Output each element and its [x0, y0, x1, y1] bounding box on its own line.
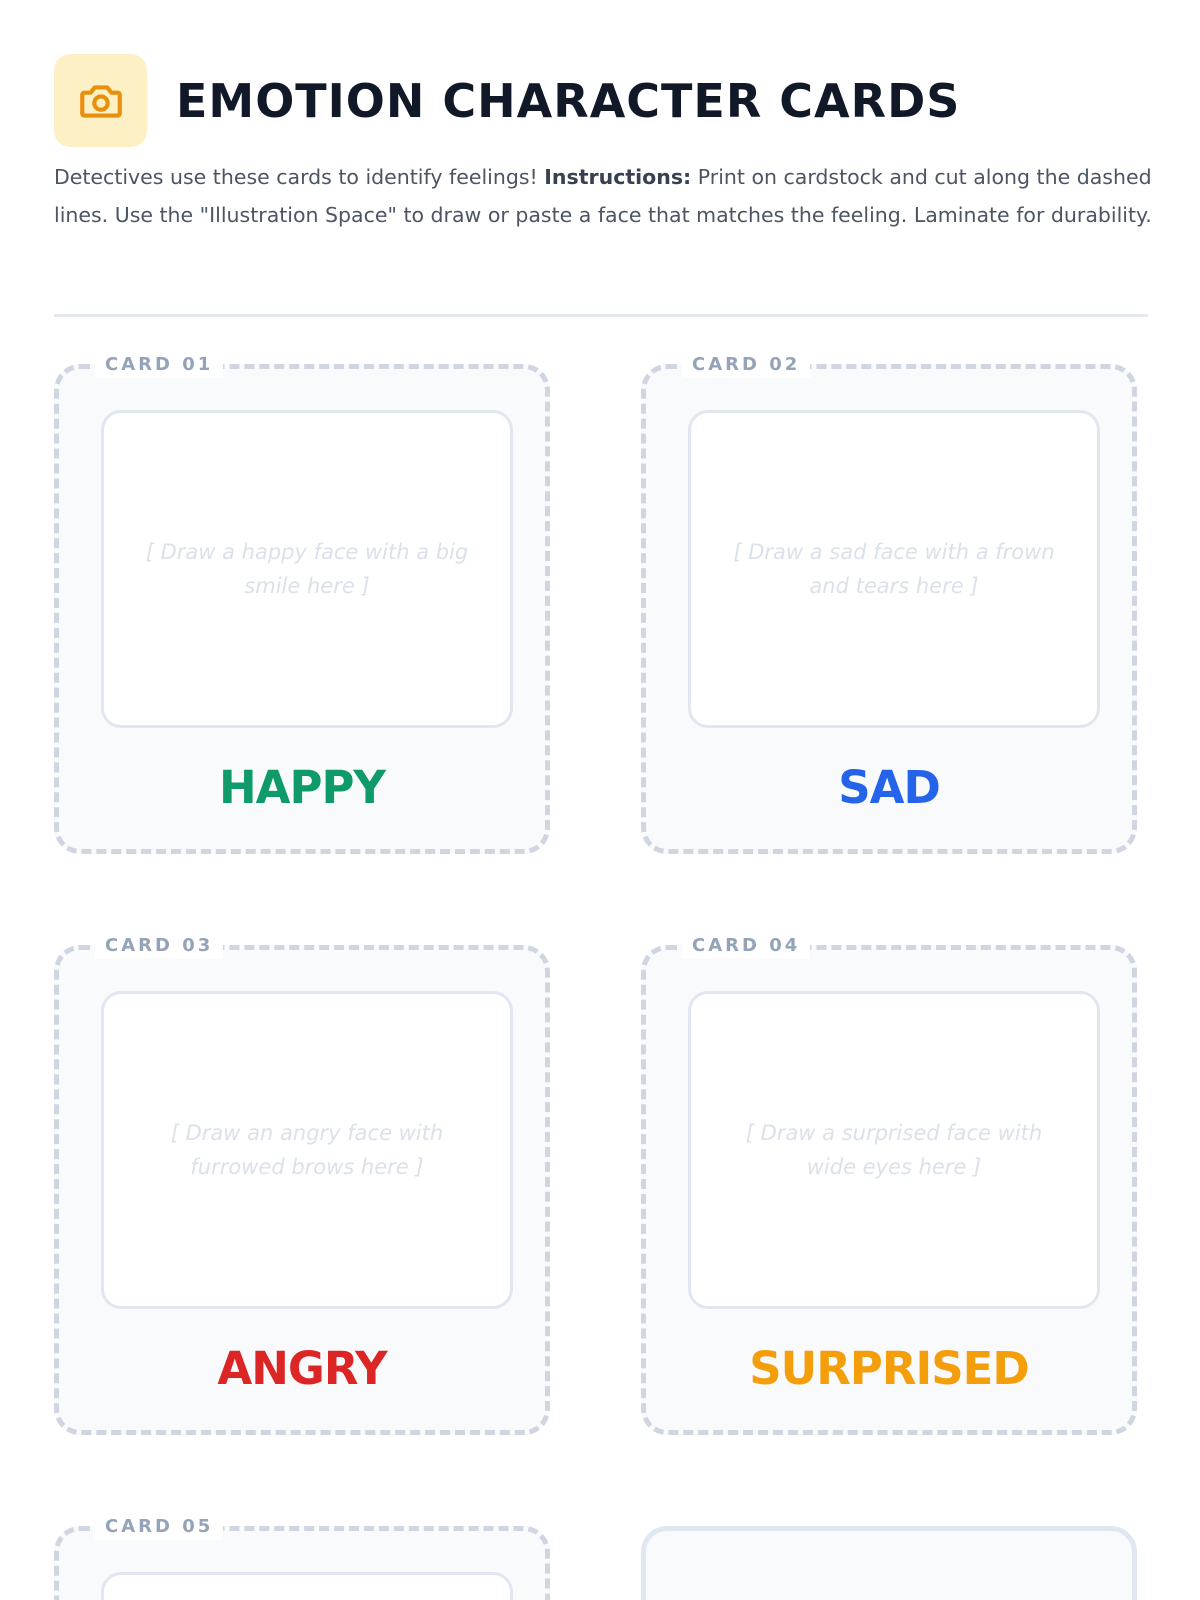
emotion-word: SURPRISED [749, 1342, 1029, 1395]
emotion-card-05 [54, 1516, 550, 1600]
card-number-label: CARD 04 [682, 933, 810, 959]
intro-lead-text: Detectives use these cards to identify feelings! [54, 165, 545, 189]
instructions-label: Instructions: [544, 165, 692, 189]
illustration-placeholder: [ Draw an angry face with furrowed brows here ] [170, 1121, 444, 1179]
emotion-card-angry [54, 935, 550, 1435]
header [54, 54, 960, 147]
section-divider [54, 314, 1148, 317]
card-number-label: CARD 02 [682, 352, 810, 378]
illustration-space [688, 991, 1100, 1309]
page-title: EMOTION CHARACTER CARDS [176, 73, 961, 128]
illustration-placeholder: [ Draw a happy face with a big smile here ] [145, 540, 469, 598]
illustration-placeholder: [ Draw a sad face with a frown and tears here ] [733, 540, 1055, 598]
illustration-placeholder: [ Draw a surprised face with wide eyes here ] [745, 1121, 1043, 1179]
card-number-label: CARD 01 [95, 352, 223, 378]
emotion-card-sad [641, 354, 1137, 854]
emotion-word: ANGRY [217, 1342, 387, 1395]
card-number-label: CARD 05 [95, 1514, 223, 1540]
logo-badge [54, 54, 147, 147]
card-number-label: CARD 03 [95, 933, 223, 959]
camera-icon [76, 76, 126, 126]
illustration-space [101, 991, 513, 1309]
illustration-space [101, 410, 513, 728]
illustration-space [688, 410, 1100, 728]
emotion-card-happy [54, 354, 550, 854]
blank-card [641, 1526, 1137, 1600]
illustration-space [101, 1572, 513, 1600]
instructions-text: Print on cardstock and cut along the dashed lines. Use the "Illustration Space" to draw or paste a face that matches the feeling. Laminate for durability. [54, 165, 1152, 227]
instructions-paragraph [54, 158, 1154, 234]
emotion-word: HAPPY [218, 761, 386, 814]
emotion-word: SAD [838, 761, 940, 814]
emotion-card-surprised [641, 935, 1137, 1435]
